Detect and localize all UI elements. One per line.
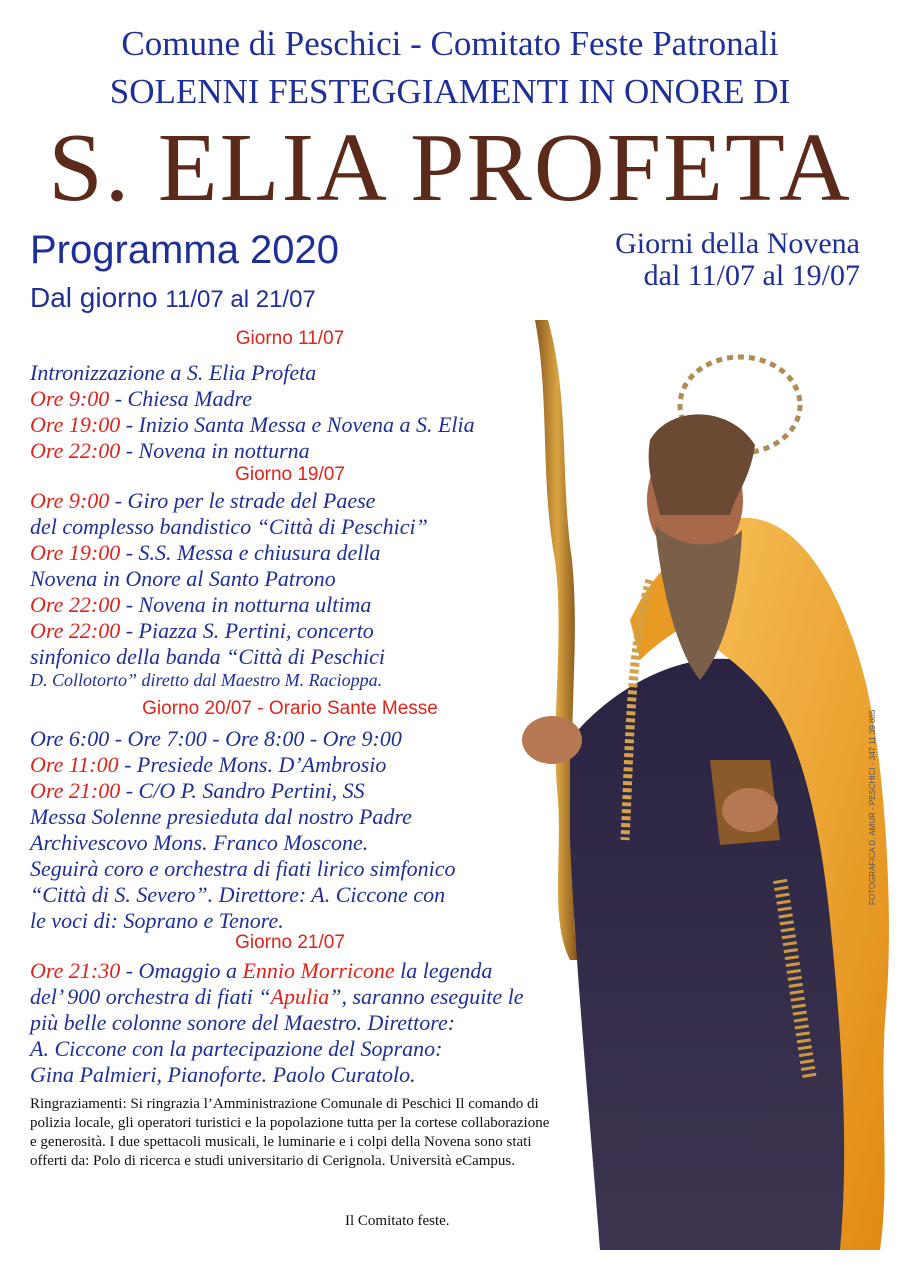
page-title: S. ELIA PROFETA bbox=[48, 114, 852, 222]
schedule-line: “Città di S. Severo”. Direttore: A. Ciccone con bbox=[30, 882, 446, 907]
schedule-line: Archivescovo Mons. Franco Moscone. bbox=[30, 830, 369, 855]
schedule-line: Ore 22:00 - Novena in notturna bbox=[30, 438, 310, 463]
thanks-paragraph: Ringraziamenti: Si ringrazia l’Amministrazione Comunale di Peschici Il comando di polizia locale, gli operatori turistici e la popolazione tutta per la cortese collaborazione e generosità. I due spettacoli musicali, le luminarie e i colpi della Novena sono stati offerti da: Polo di ricerca e studi universitario di Cerignola. Università eCampus. bbox=[30, 1096, 550, 1169]
day-heading-1907: Giorno 19/07 bbox=[235, 464, 345, 485]
photo-credit: FOTOGRAFICA D. AMUR - PESCHICI - 347 11 39 885 bbox=[868, 709, 877, 905]
day-heading-1107: Giorno 11/07 bbox=[235, 328, 345, 349]
schedule-line: Ore 22:00 - Piazza S. Pertini, concerto bbox=[30, 618, 374, 643]
schedule-line: Messa Solenne presieduta dal nostro Padre bbox=[30, 804, 412, 829]
schedule-line: Ore 19:00 - Inizio Santa Messa e Novena a S. Elia bbox=[30, 412, 475, 437]
schedule-line: Ore 19:00 - S.S. Messa e chiusura della bbox=[30, 540, 381, 565]
header-festeggiamenti: SOLENNI FESTEGGIAMENTI IN ONORE DI bbox=[109, 72, 791, 111]
schedule-line: Ore 9:00 - Giro per le strade del Paese bbox=[30, 488, 376, 513]
schedule-line: del complesso bandistico “Città di Peschici” bbox=[30, 514, 428, 539]
program-dates bbox=[30, 282, 316, 314]
schedule-line: Ore 21:30 - Omaggio a Ennio Morricone la legenda bbox=[30, 958, 493, 983]
schedule-line: Gina Palmieri, Pianoforte. Paolo Curatolo. bbox=[30, 1062, 416, 1087]
dates-value: 11/07 al 21/07 bbox=[165, 286, 316, 313]
signature: Il Comitato feste. bbox=[345, 1213, 450, 1229]
schedule-line: D. Collotorto” diretto dal Maestro M. Racioppa. bbox=[30, 670, 383, 690]
schedule-line: le voci di: Soprano e Tenore. bbox=[30, 908, 284, 933]
program-heading: Programma 2020 bbox=[30, 228, 340, 272]
schedule-line: A. Ciccone con la partecipazione del Soprano: bbox=[30, 1036, 443, 1061]
schedule-line: Novena in Onore al Santo Patrono bbox=[30, 566, 336, 591]
schedule-line: più belle colonne sonore del Maestro. Direttore: bbox=[30, 1010, 456, 1035]
schedule-line: Ore 21:00 - C/O P. Sandro Pertini, SS bbox=[30, 778, 365, 803]
header-comune: Comune di Peschici - Comitato Feste Patronali bbox=[121, 24, 779, 63]
novena-line2: dal 11/07 al 19/07 bbox=[643, 259, 860, 292]
day-heading-2007: Giorno 20/07 - Orario Sante Messe bbox=[142, 698, 438, 719]
schedule-line: Ore 22:00 - Novena in notturna ultima bbox=[30, 592, 372, 617]
schedule-line: Intronizzazione a S. Elia Profeta bbox=[30, 360, 317, 385]
schedule-line: del’ 900 orchestra di fiati “Apulia”, saranno eseguite le bbox=[30, 984, 524, 1009]
schedule-line: Seguirà coro e orchestra di fiati lirico simfonico bbox=[30, 856, 456, 881]
novena-line1: Giorni della Novena bbox=[615, 227, 860, 260]
schedule-line: Ore 6:00 - Ore 7:00 - Ore 8:00 - Ore 9:00 bbox=[30, 726, 402, 751]
day-heading-2107: Giorno 21/07 bbox=[235, 932, 345, 953]
novena-dates bbox=[615, 228, 860, 292]
schedule-line: sinfonico della banda “Città di Peschici bbox=[30, 644, 386, 669]
dates-prefix: Dal giorno bbox=[30, 282, 158, 313]
schedule-line: Ore 11:00 - Presiede Mons. D’Ambrosio bbox=[30, 752, 387, 777]
schedule-line: Ore 9:00 - Chiesa Madre bbox=[30, 386, 253, 411]
